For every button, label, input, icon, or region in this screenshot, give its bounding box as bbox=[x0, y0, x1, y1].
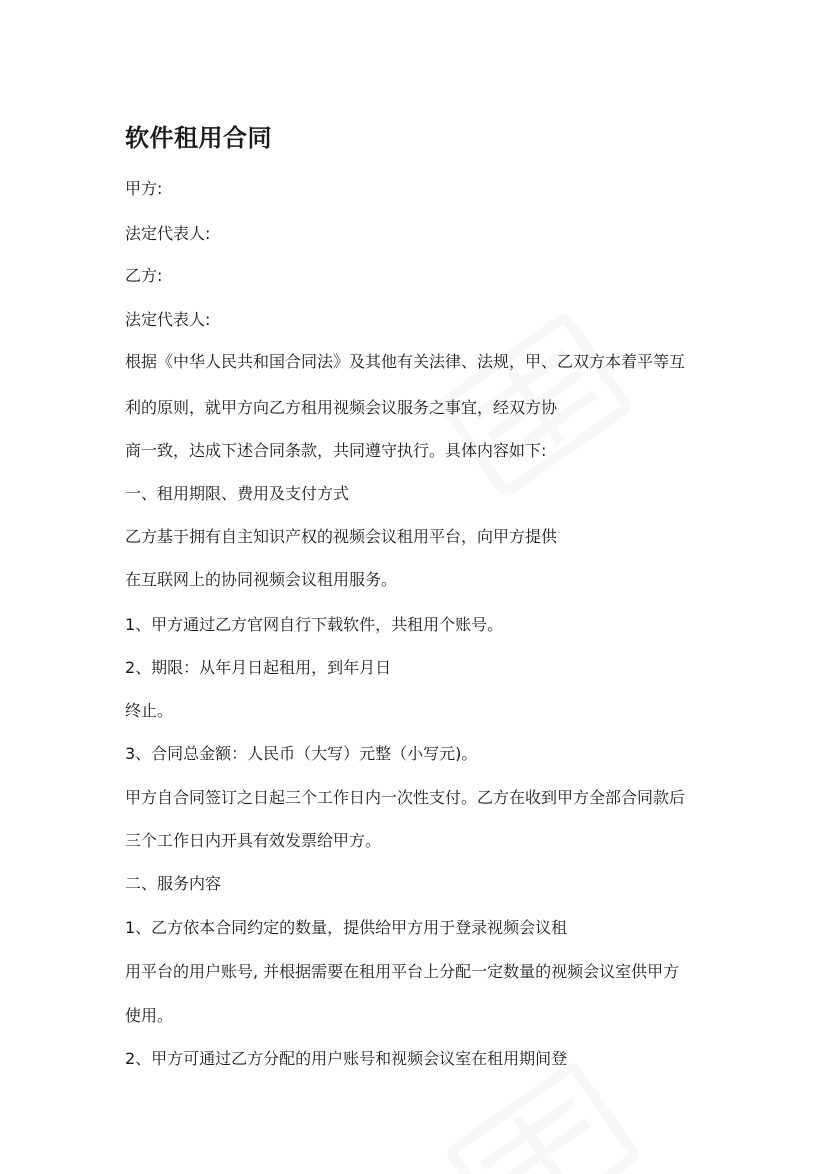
clause-1-1: 1、甲方通过乙方官网自行下载软件，共租用个账号。 bbox=[125, 615, 504, 634]
party-a-label: 甲方: bbox=[125, 179, 163, 198]
clause-2-1-line-1: 1、乙方依本合同约定的数量，提供给甲方用于登录视频会议租 bbox=[125, 918, 568, 937]
preamble-line-2: 利的原则，就甲方向乙方租用视频会议服务之事宜，经双方协 bbox=[125, 398, 558, 417]
clause-2-1-line-2: 用平台的用户账号, 并根据需要在租用平台上分配一定数量的视频会议室供甲方 bbox=[125, 962, 680, 981]
clause-1-3: 3、合同总金额：人民币（大写）元整（小写元)。 bbox=[125, 744, 478, 763]
party-a-representative-label: 法定代表人: bbox=[125, 224, 211, 243]
payment-line-2: 三个工作日内开具有效发票给甲方。 bbox=[125, 831, 382, 850]
section-1-line-2: 在互联网上的协同视频会议租用服务。 bbox=[125, 570, 398, 589]
preamble-line-1: 根据《中华人民共和国合同法》及其他有关法律、法规，甲、乙双方本着平等互 bbox=[125, 352, 686, 371]
section-1-line-1: 乙方基于拥有自主知识产权的视频会议租用平台，向甲方提供 bbox=[125, 527, 558, 546]
clause-2-1-line-3: 使用。 bbox=[125, 1006, 174, 1025]
clause-1-2: 2、期限：从年月日起租用，到年月日 bbox=[125, 658, 392, 677]
preamble-line-3: 商一致，达成下述合同条款，共同遵守执行。具体内容如下: bbox=[125, 441, 547, 460]
clause-2-2-line-1: 2、甲方可通过乙方分配的用户账号和视频会议室在租用期间登 bbox=[125, 1049, 568, 1068]
party-b-label: 乙方: bbox=[125, 266, 163, 285]
section-heading-1: 一、租用期限、费用及支付方式 bbox=[125, 484, 350, 503]
payment-line-1: 甲方自合同签订之日起三个工作日内一次性支付。乙方在收到甲方全部合同款后 bbox=[125, 788, 686, 807]
party-b-representative-label: 法定代表人: bbox=[125, 310, 211, 329]
clause-1-2-continued: 终止。 bbox=[125, 701, 174, 720]
contract-title: 软件租用合同 bbox=[125, 124, 272, 152]
section-heading-2: 二、服务内容 bbox=[125, 874, 222, 893]
